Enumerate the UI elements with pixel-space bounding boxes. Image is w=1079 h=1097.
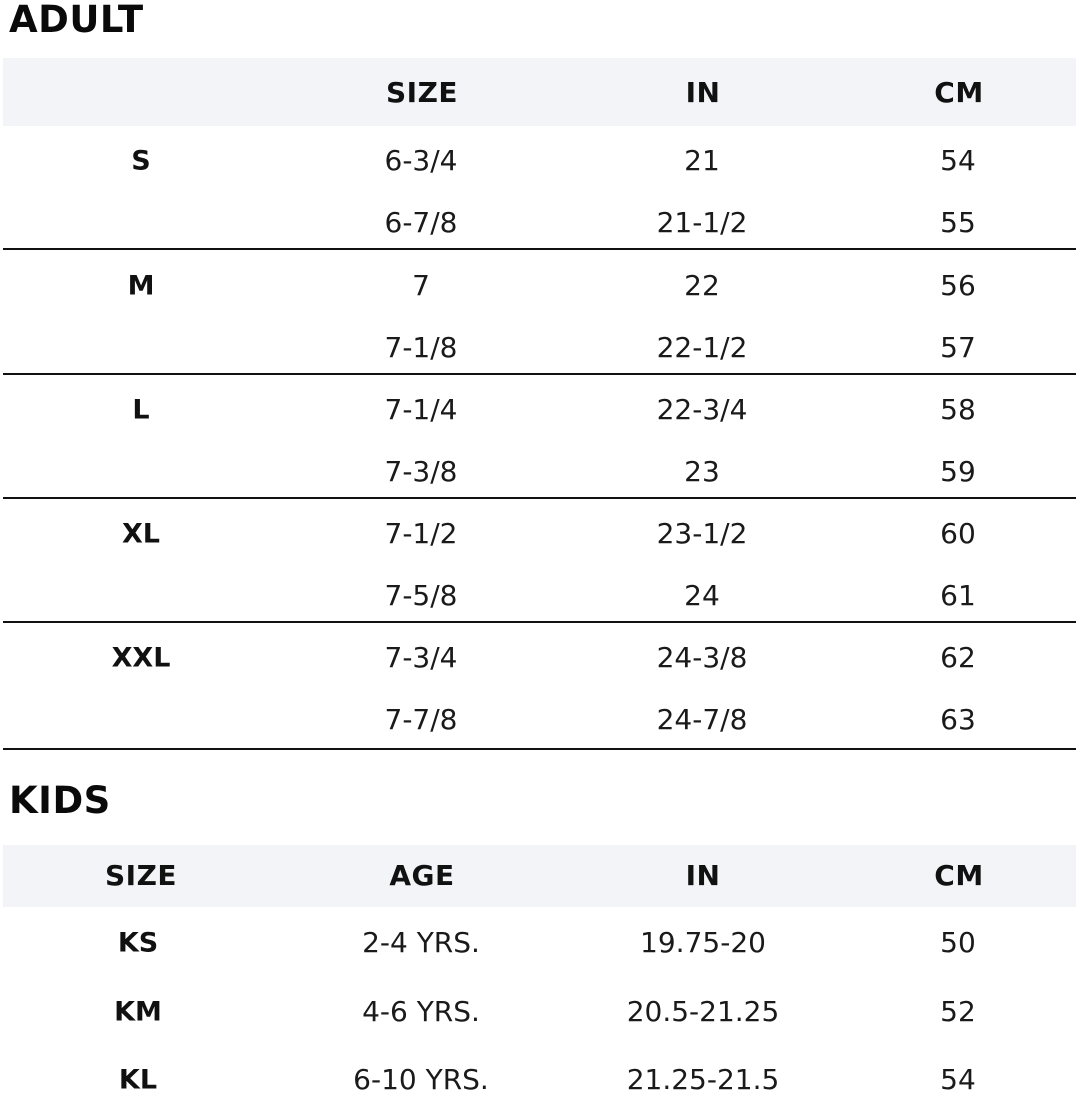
adult-cell-cm: 58 [940,393,976,426]
adult-cell-in: 24 [684,579,720,612]
kids-cell-cm: 54 [940,1063,976,1096]
adult-header-cm: CM [934,76,984,109]
group-divider [3,373,1076,375]
adult-cell-in: 21-1/2 [656,206,748,239]
adult-cell-in: 23 [684,455,720,488]
kids-header-size: SIZE [104,859,178,892]
adult-size-label-m: M [127,270,155,302]
adult-cell-size: 7-1/4 [384,393,458,426]
kids-size-label-km: KM [114,996,162,1028]
group-divider [3,248,1076,250]
adult-cell-cm: 62 [940,641,976,674]
adult-size-label-s: S [131,145,151,177]
adult-cell-cm: 55 [940,206,976,239]
kids-cell-age: 2-4 YRS. [362,926,480,959]
kids-cell-cm: 50 [940,926,976,959]
kids-size-label-kl: KL [118,1064,158,1096]
adult-table-header [3,58,1076,126]
adult-cell-size: 6-3/4 [384,144,458,177]
adult-cell-in: 24-7/8 [656,703,748,736]
kids-header-cm: CM [934,859,984,892]
adult-cell-size: 7-5/8 [384,579,458,612]
adult-cell-cm: 56 [940,269,976,302]
adult-cell-in: 23-1/2 [656,517,748,550]
adult-cell-in: 22-3/4 [656,393,748,426]
kids-cell-age: 4-6 YRS. [362,995,480,1028]
adult-cell-cm: 57 [940,331,976,364]
adult-size-label-xxl: XXL [111,642,171,674]
group-divider [3,621,1076,623]
kids-cell-in: 19.75-20 [640,926,766,959]
adult-cell-size: 7-1/2 [384,517,458,550]
kids-table-header [3,845,1076,907]
adult-cell-in: 22 [684,269,720,302]
adult-size-label-xl: XL [121,518,161,550]
group-divider [3,748,1076,750]
adult-cell-size: 7-1/8 [384,331,458,364]
adult-cell-size: 7 [412,269,430,302]
adult-cell-cm: 60 [940,517,976,550]
kids-cell-in: 21.25-21.5 [626,1063,780,1096]
adult-cell-in: 24-3/8 [656,641,748,674]
adult-cell-size: 7-3/8 [384,455,458,488]
kids-size-label-ks: KS [117,927,159,959]
group-divider [3,497,1076,499]
adult-size-label-l: L [132,394,150,426]
kids-header-in: IN [685,859,721,892]
kids-cell-cm: 52 [940,995,976,1028]
adult-cell-size: 6-7/8 [384,206,458,239]
adult-section-title: ADULT [9,0,144,41]
adult-cell-cm: 54 [940,144,976,177]
adult-cell-in: 21 [684,144,720,177]
kids-cell-age: 6-10 YRS. [353,1063,489,1096]
adult-cell-cm: 59 [940,455,976,488]
adult-cell-cm: 61 [940,579,976,612]
adult-cell-size: 7-7/8 [384,703,458,736]
adult-cell-in: 22-1/2 [656,331,748,364]
adult-header-in: IN [685,76,721,109]
adult-cell-size: 7-3/4 [384,641,458,674]
kids-cell-in: 20.5-21.25 [626,995,780,1028]
kids-header-age: AGE [389,859,455,892]
adult-header-size: SIZE [385,76,459,109]
adult-cell-cm: 63 [940,703,976,736]
kids-section-title: KIDS [9,779,111,822]
